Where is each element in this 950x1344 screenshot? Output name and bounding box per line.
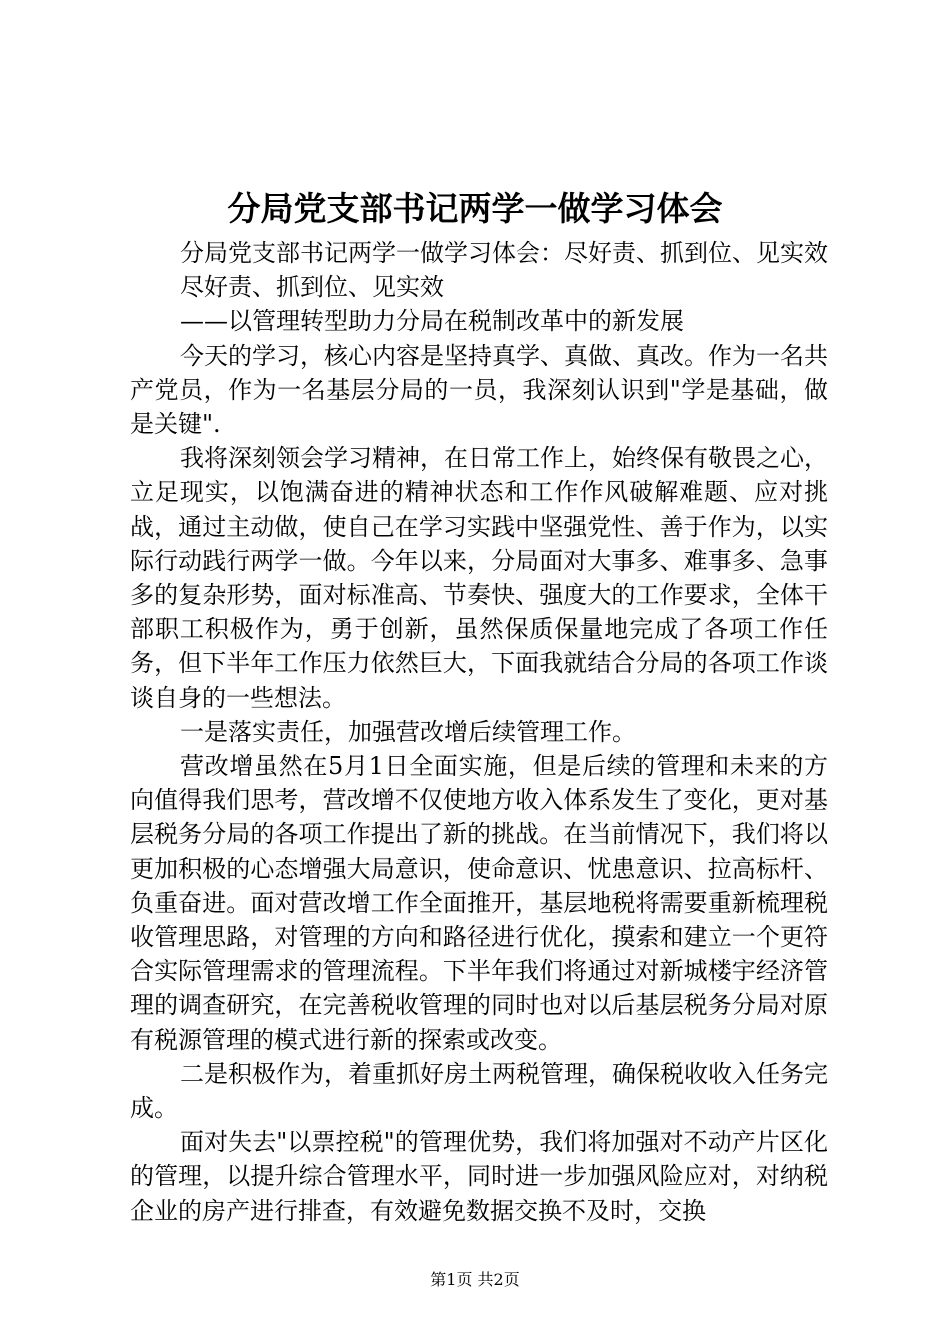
document-body	[130, 236, 828, 1228]
paragraph-commitment: 我将深刻领会学习精神，在日常工作上，始终保有敬畏之心，立足现实，以饱满奋进的精神状态和工作作风破解难题、应对挑战，通过主动做，使自己在学习实践中坚强党性、善于作为，以实际行动践行两学一做。今年以来，分局面对大事多、难事多、急事多的复杂形势，面对标准高、节奏快、强度大的工作要求，全体干部职工积极作为，勇于创新，虽然保质保量地完成了各项工作任务，但下半年工作压力依然巨大，下面我就结合分局的各项工作谈谈自身的一些想法。	[130, 444, 828, 712]
paragraph-subtitle: 分局党支部书记两学一做学习体会：尽好责、抓到位、见实效	[180, 239, 828, 267]
paragraph-point-two-detail: 面对失去"以票控税"的管理优势，我们将加强对不动产片区化的管理，以提升综合管理水平，同时进一步加强风险应对，对纳税企业的房产进行排查，有效避免数据交换不及时，交换	[130, 1128, 828, 1225]
paragraph-heading: 尽好责、抓到位、见实效	[180, 273, 444, 302]
paragraph-point-two: 二是积极作为，着重抓好房土两税管理，确保税收收入任务完成。	[130, 1059, 828, 1123]
document-title: 分局党支部书记两学一做学习体会	[227, 189, 723, 228]
paragraph-intro: 今天的学习，核心内容是坚持真学、真做、真改。作为一名共产党员，作为一名基层分局的一员，我深刻认识到"学是基础，做是关键".	[130, 341, 828, 439]
paragraph-tagline: ——以管理转型助力分局在税制改革中的新发展	[180, 307, 684, 336]
paragraph-point-one-detail: 营改增虽然在5月1日全面实施，但是后续的管理和未来的方向值得我们思考，营改增不仅使地方收入体系发生了变化，更对基层税务分局的各项工作提出了新的挑战。在当前情况下，我们将以更加积极的心态增强大局意识，使命意识、忧患意识、拉高标杆、负重奋进。面对营改增工作全面推开，基层地税将需要重新梳理税收管理思路，对管理的方向和路径进行优化，摸索和建立一个更符合实际管理需求的管理流程。下半年我们将通过对新城楼宇经济管理的调查研究，在完善税收管理的同时也对以后基层税务分局对原有税源管理的模式进行新的探索或改变。	[130, 752, 828, 1054]
page-number-footer: 第1页 共2页	[430, 1270, 520, 1289]
paragraph-point-one: 一是落实责任，加强营改增后续管理工作。	[180, 717, 636, 746]
